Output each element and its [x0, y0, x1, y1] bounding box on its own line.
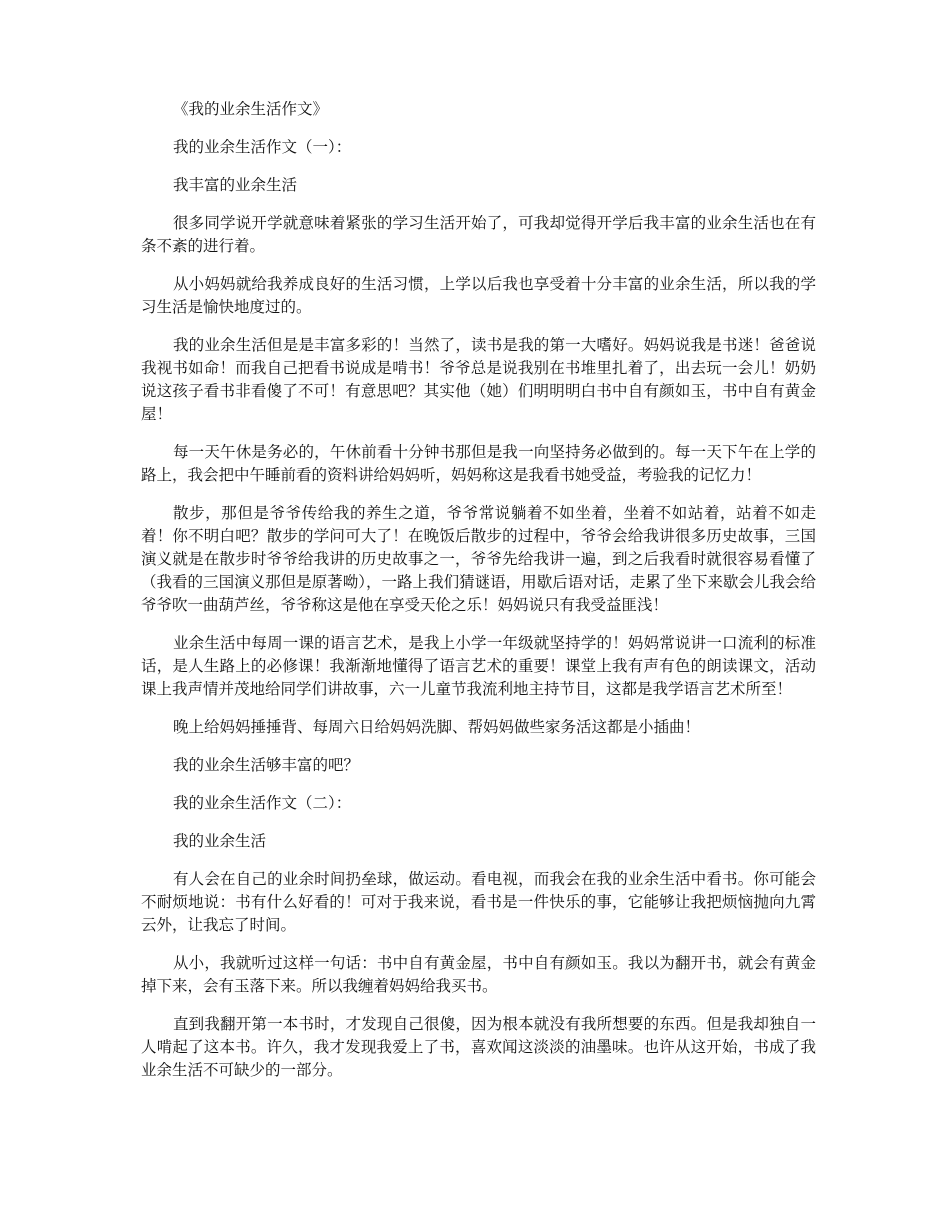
document-title: 《我的业余生活作文》: [173, 100, 329, 118]
essay-title-1: 我丰富的业余生活: [173, 176, 298, 194]
body-paragraph: 很多同学说开学就意味着紧张的学习生活开始了，可我却觉得开学后我丰富的业余生活也在有条不紊的进行着。: [141, 214, 816, 255]
body-paragraph: 有人会在自己的业余时间扔垒球，做运动。看电视，而我会在我的业余生活中看书。你可能会不耐烦地说：书有什么好看的！可对于我来说，看书是一件快乐的事，它能够让我把烦恼抛向九霄云外，让我忘了时间。: [141, 870, 816, 934]
body-paragraph: 业余生活中每周一课的语言艺术，是我上小学一年级就坚持学的！妈妈常说讲一口流利的标准话，是人生路上的必修课！我渐渐地懂得了语言艺术的重要！课堂上我有声有色的朗读课文，活动课上我声情并茂地给同学们讲故事，六一儿童节我流利地主持节目，这都是我学语言艺术所至！: [141, 634, 816, 698]
body-paragraph: 直到我翻开第一本书时，才发现自己很傻，因为根本就没有我所想要的东西。但是我却独自一人啃起了这本书。许久，我才发现我爱上了书，喜欢闻这淡淡的油墨味。也许从这开始，书成了我业余生活不可缺少的一部分。: [141, 1015, 816, 1079]
section-heading-1: 我的业余生活作文（一）：: [173, 138, 352, 156]
essay-title-2: 我的业余生活: [173, 832, 267, 850]
body-paragraph: 我的业余生活够丰富的吧？: [173, 756, 360, 774]
body-paragraph: 散步，那但是爷爷传给我的养生之道，爷爷常说躺着不如坐着，坐着不如站着，站着不如走着！你不明白吧？散步的学问可大了！在晚饭后散步的过程中，爷爷会给我讲很多历史故事，三国演义就是在散步时爷爷给我讲的历史故事之一，爷爷先给我讲一遍，到之后我看时就很容易看懂了（我看的三国演义那但是原著呦），一路上我们猜谜语，用歇后语对话，走累了坐下来歇会儿我会给爷爷吹一曲葫芦丝，爷爷称这是他在享受天伦之乐！妈妈说只有我受益匪浅！: [141, 504, 816, 614]
body-paragraph: 晚上给妈妈捶捶背、每周六日给妈妈洗脚、帮妈妈做些家务活这都是小插曲！: [173, 718, 701, 736]
body-paragraph: 每一天午休是务必的，午休前看十分钟书那但是我一向坚持务必做到的。每一天下午在上学的路上，我会把中午睡前看的资料讲给妈妈听，妈妈称这是我看书她受益，考验我的记忆力！: [141, 443, 816, 484]
section-heading-2: 我的业余生活作文（二）：: [173, 794, 352, 812]
body-paragraph: 我的业余生活但是是丰富多彩的！当然了，读书是我的第一大嗜好。妈妈说我是书迷！爸爸说我视书如命！而我自己把看书说成是啃书！爷爷总是说我别在书堆里扎着了，出去玩一会儿！奶奶说这孩子看书非看傻了不可！有意思吧？其实他（她）们明明明白书中自有颜如玉，书中自有黄金屋！: [141, 336, 816, 423]
body-paragraph: 从小，我就听过这样一句话：书中自有黄金屋，书中自有颜如玉。我以为翻开书，就会有黄金掉下来，会有玉落下来。所以我缠着妈妈给我买书。: [141, 954, 816, 995]
body-paragraph: 从小妈妈就给我养成良好的生活习惯，上学以后我也享受着十分丰富的业余生活，所以我的学习生活是愉快地度过的。: [141, 275, 816, 316]
document-page: [141, 98, 816, 1097]
